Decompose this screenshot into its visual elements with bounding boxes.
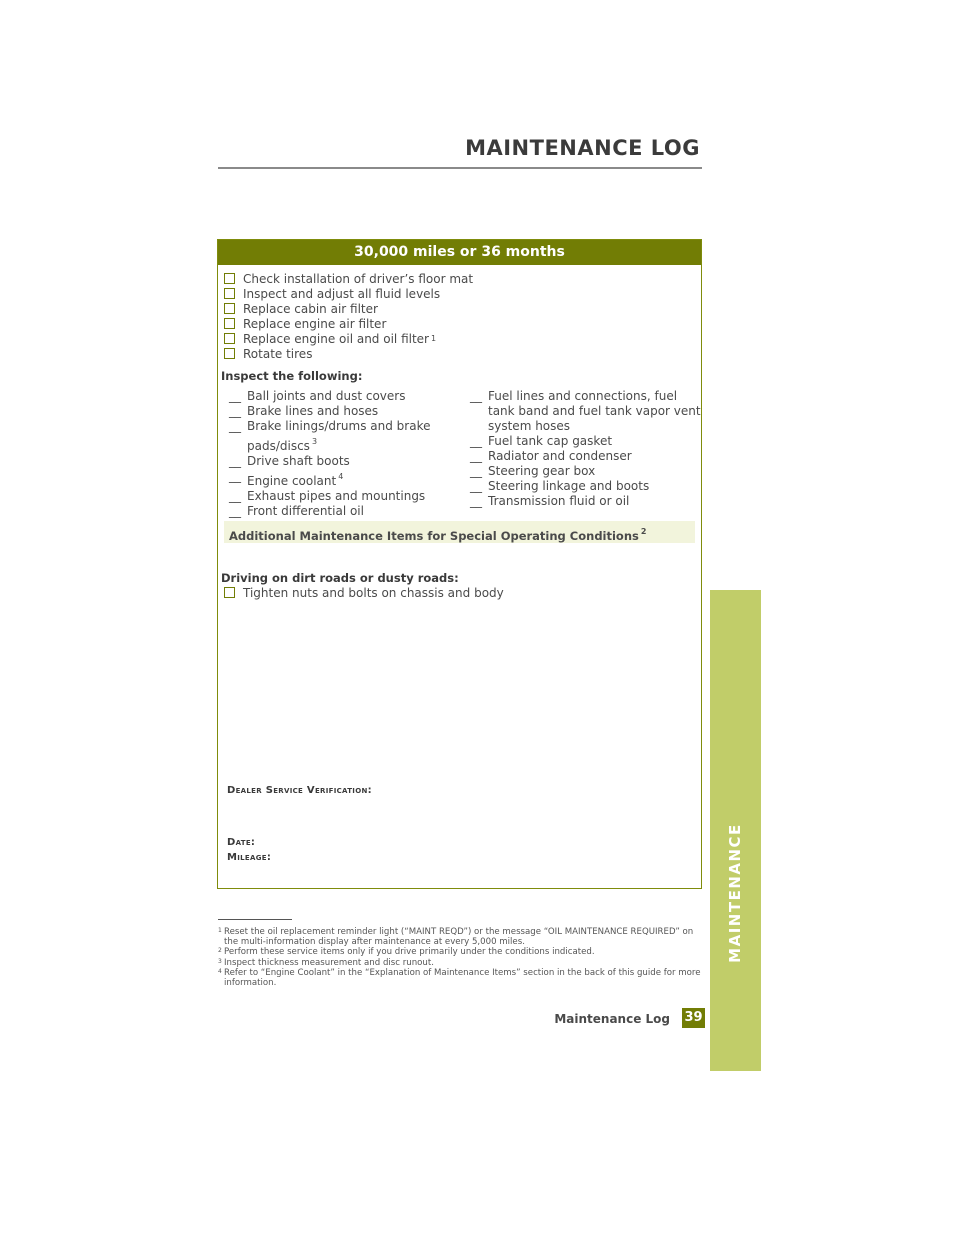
blank-mark[interactable]: __ xyxy=(470,494,482,508)
check-item xyxy=(224,331,473,346)
checkbox-icon[interactable] xyxy=(224,348,235,359)
inspect-item: __ Brake lines and hoses xyxy=(229,404,379,418)
checkbox-icon[interactable] xyxy=(224,288,235,299)
inspect-item: __ Ball joints and dust covers xyxy=(229,389,406,403)
check-item-label: Inspect and adjust all fluid levels xyxy=(243,286,441,301)
inspect-item: __ Exhaust pipes and mountings xyxy=(229,489,426,503)
dealer-verification-label: Dealer Service Verification: xyxy=(227,785,372,796)
mileage-label: Mileage: xyxy=(227,852,272,863)
date-label: Date: xyxy=(227,837,256,848)
check-item-label: Rotate tires xyxy=(243,346,313,361)
check-item xyxy=(224,301,473,316)
checkbox-icon[interactable] xyxy=(224,303,235,314)
inspect-item: __ Drive shaft boots xyxy=(229,454,350,468)
check-item-label: Check installation of driver’s floor mat xyxy=(243,271,474,286)
special-conditions-label: Additional Maintenance Items for Special Operating Conditions xyxy=(229,529,639,543)
footnote-ref: 4 xyxy=(338,472,344,481)
check-item xyxy=(224,346,473,361)
inspect-item: __ Steering gear box xyxy=(470,464,596,478)
page-title: MAINTENANCE LOG xyxy=(465,136,700,160)
special-conditions-bar xyxy=(224,521,695,543)
dirt-roads-heading: Driving on dirt roads or dusty roads: xyxy=(221,571,459,585)
blank-mark[interactable]: __ xyxy=(470,434,482,448)
blank-mark[interactable]: __ xyxy=(229,404,241,418)
inspect-item: __ Engine coolant $^4$ xyxy=(229,469,344,488)
inspect-item: __ Steering linkage and boots xyxy=(470,479,650,493)
inspect-list-right xyxy=(470,389,702,509)
checkbox-icon[interactable] xyxy=(224,318,235,329)
page-number-badge: 39 xyxy=(682,1008,705,1028)
check-list xyxy=(224,271,473,361)
footnote: 1 Reset the oil replacement reminder light (“MAINT REQD”) or the message “OIL MAINTENANCE REQUIRED” on the multi-information display after maintenance at every 5,000 miles. xyxy=(218,927,694,948)
footnote-ref: 2 xyxy=(640,527,647,536)
footnote-ref: 3 xyxy=(311,437,318,446)
checkbox-icon[interactable] xyxy=(224,273,235,284)
inspect-item: __ Transmission fluid or oil xyxy=(470,494,630,508)
footnote-ref: 1 xyxy=(430,334,437,343)
check-item-label: Replace cabin air filter xyxy=(243,301,378,316)
footer-section-label: Maintenance Log xyxy=(554,1012,670,1026)
side-tab-label: MAINTENANCE xyxy=(726,823,744,963)
title-divider xyxy=(218,167,702,169)
footnote-divider xyxy=(218,919,292,920)
blank-mark[interactable]: __ xyxy=(229,389,241,403)
inspect-item: __ Front differential oil xyxy=(229,504,364,518)
check-item-label: Tighten nuts and bolts on chassis and body xyxy=(243,585,504,600)
side-section-tab[interactable] xyxy=(710,590,761,1071)
maintenance-log-box xyxy=(217,239,702,889)
footnotes xyxy=(218,927,702,988)
inspect-item: __ Radiator and condenser xyxy=(470,449,632,463)
blank-mark[interactable]: __ xyxy=(470,479,482,493)
check-item xyxy=(224,316,473,331)
blank-mark[interactable]: __ xyxy=(470,389,482,403)
blank-mark[interactable]: __ xyxy=(470,464,482,478)
blank-mark[interactable]: __ xyxy=(229,454,241,468)
checkbox-icon[interactable] xyxy=(224,333,235,344)
check-item xyxy=(224,271,473,286)
footnote: 2 Perform these service items only if you drive primarily under the conditions indicated. xyxy=(218,947,595,958)
inspect-item: __ Fuel tank cap gasket xyxy=(470,434,613,448)
blank-mark[interactable]: __ xyxy=(229,469,241,483)
blank-mark[interactable]: __ xyxy=(229,489,241,503)
blank-mark[interactable]: __ xyxy=(470,449,482,463)
interval-header: 30,000 miles or 36 months xyxy=(218,240,701,265)
footnote: 4 Refer to “Engine Coolant” in the “Explanation of Maintenance Items” section in the back of this guide for more information. xyxy=(218,967,701,989)
check-item-label: Replace engine oil and oil filter xyxy=(243,331,429,346)
checkbox-icon[interactable] xyxy=(224,587,235,598)
inspect-list-left xyxy=(229,389,459,519)
check-item xyxy=(224,286,473,301)
blank-mark[interactable]: __ xyxy=(229,504,241,518)
inspect-item: __ Fuel lines and connections, fuel tank band and fuel tank vapor vent system hoses xyxy=(470,389,701,433)
check-item-label: Replace engine air filter xyxy=(243,316,387,331)
check-item xyxy=(224,585,504,600)
blank-mark[interactable]: __ xyxy=(229,419,241,433)
footnote: 3 Inspect thickness measurement and disc runout. xyxy=(218,957,434,968)
inspect-heading: Inspect the following: xyxy=(221,369,363,383)
inspect-item: __ Brake linings/drums and brake pads/discs $^3$ xyxy=(229,419,431,453)
